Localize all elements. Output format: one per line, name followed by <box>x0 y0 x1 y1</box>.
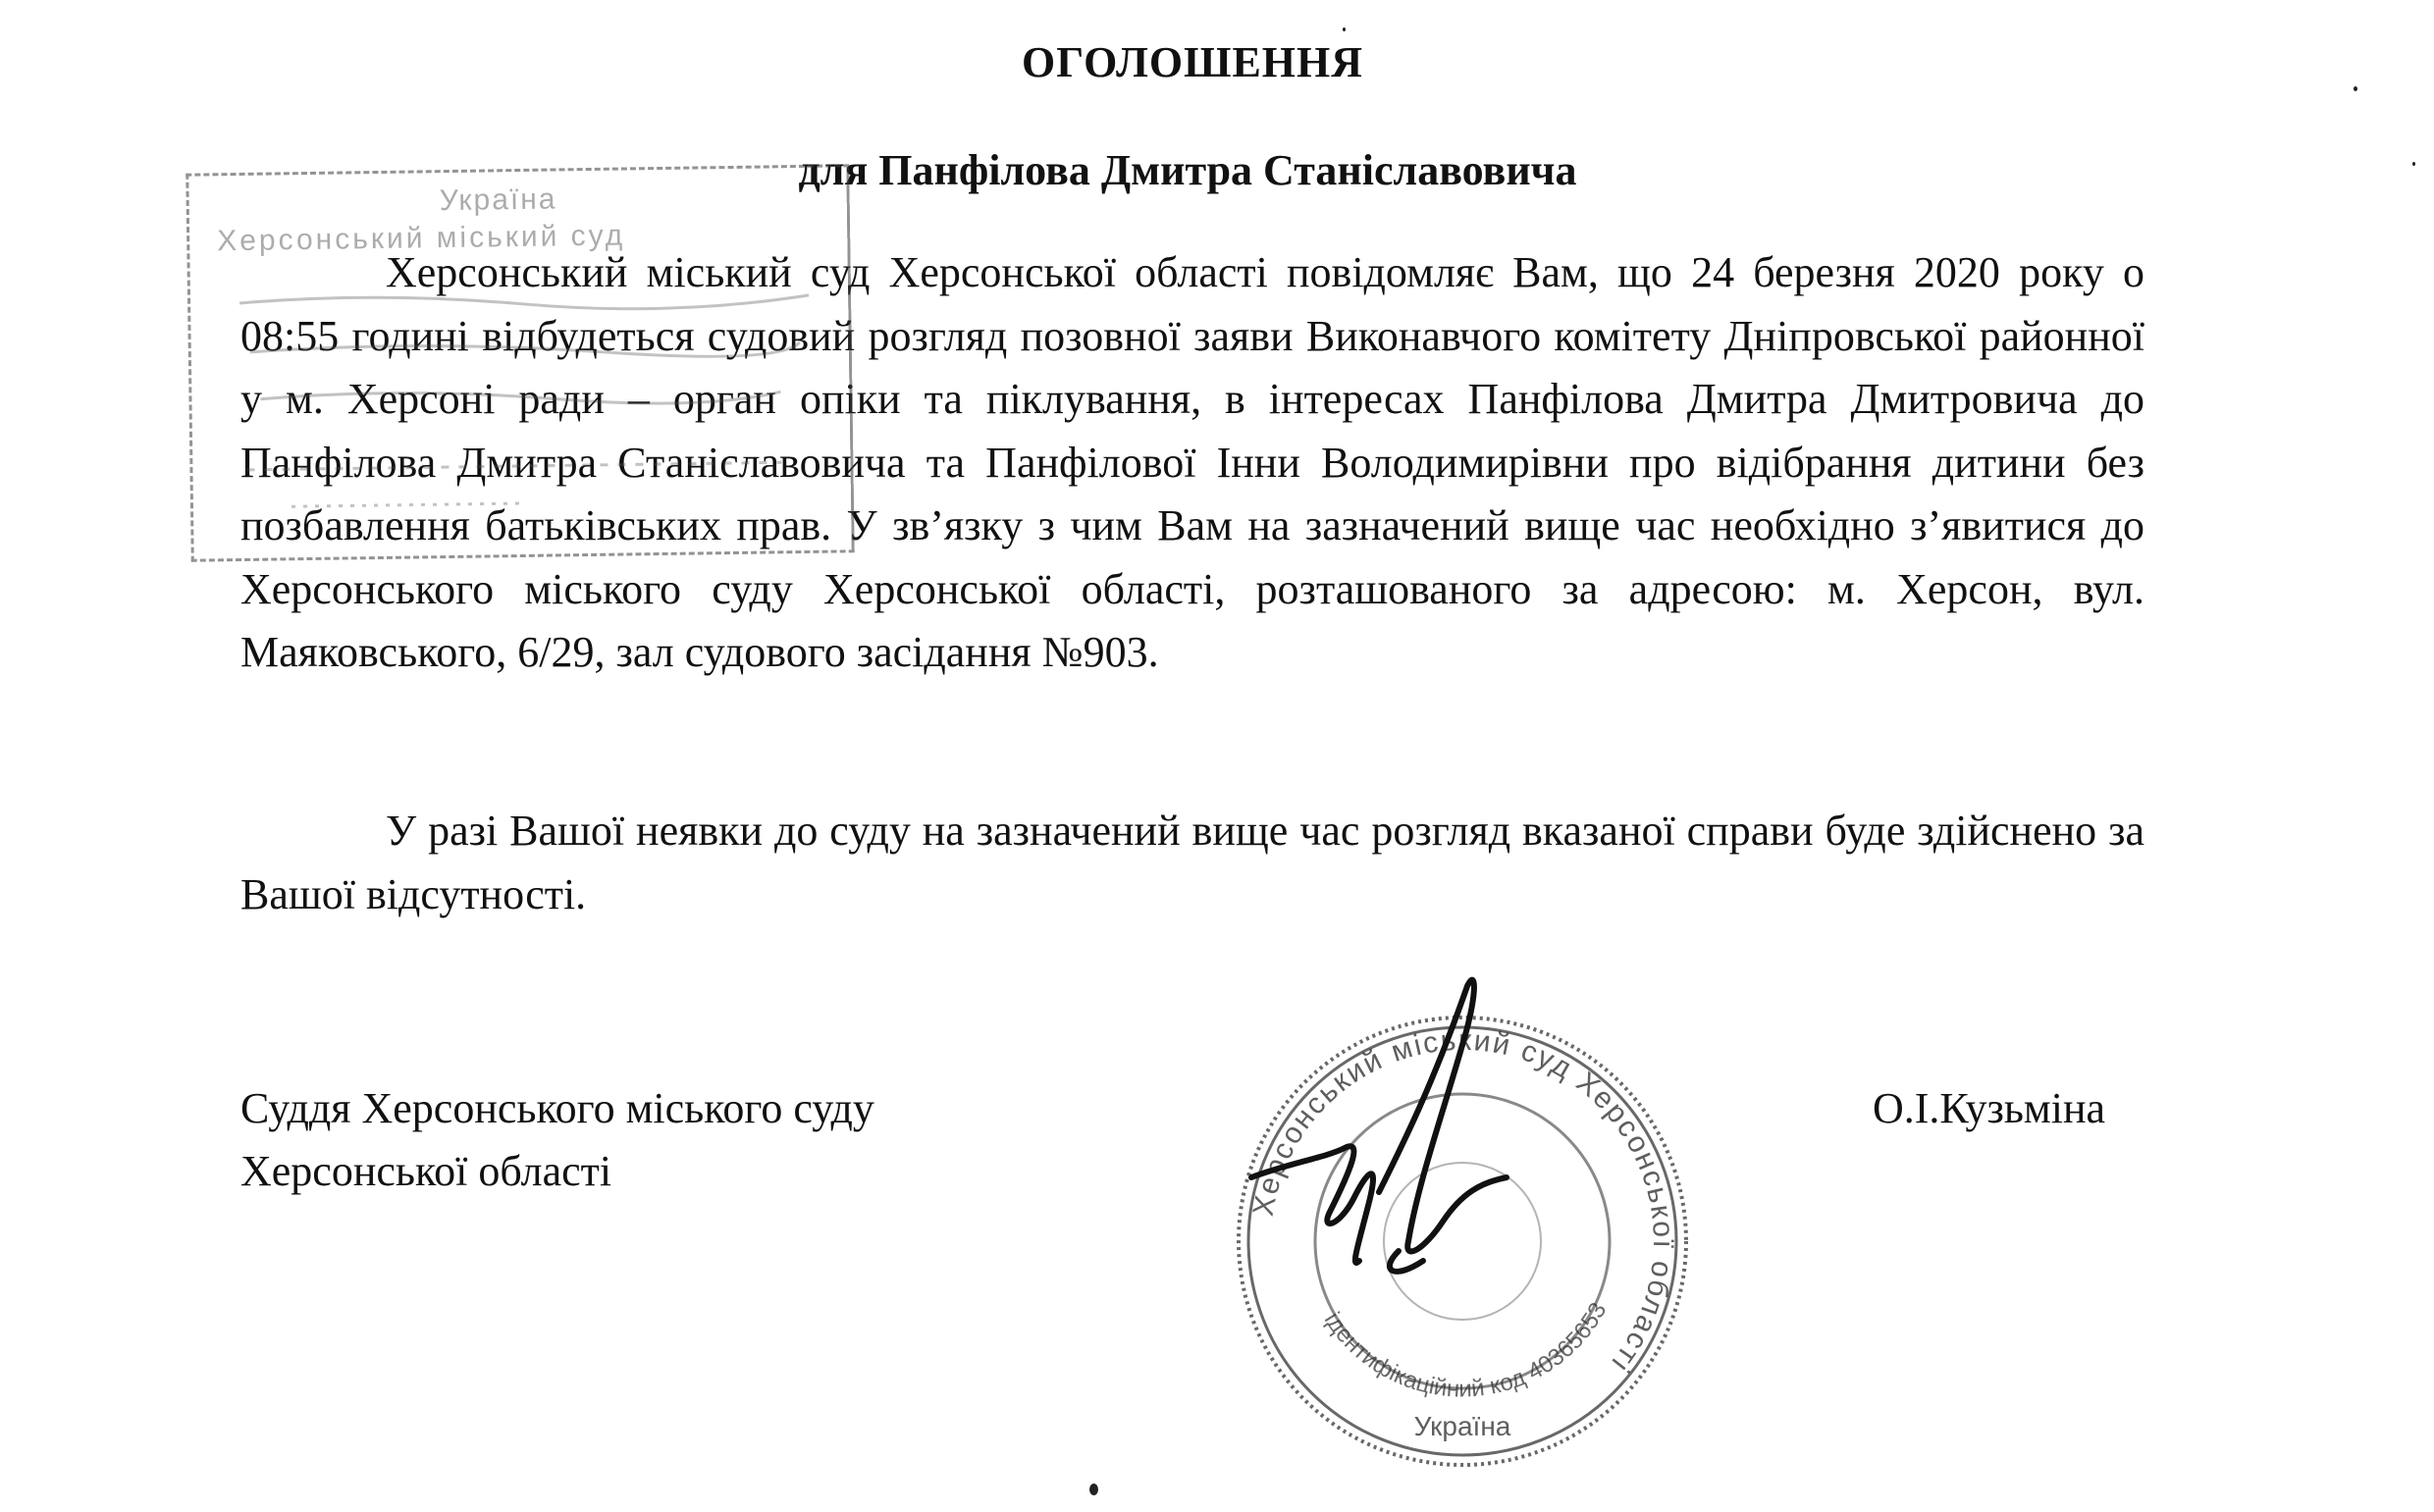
scan-speck <box>2412 162 2415 166</box>
judge-position-line-1: Суддя Херсонського міського суду <box>240 1084 874 1132</box>
svg-text:ідентифікаційний код 40365653 <box>1319 1298 1613 1402</box>
judge-position <box>240 1077 874 1203</box>
judge-name: О.І.Кузьміна <box>1873 1084 2106 1132</box>
document-subtitle: для Панфілова Дмитра Станіславовича <box>798 146 1577 194</box>
seal-bottom-text: Україна <box>1413 1411 1511 1441</box>
body-paragraph-2: У разі Вашої неявки до суду на зазначений вище час розгляд вказаної справи буде здійснено за Вашої відсутності. <box>240 807 2144 918</box>
seal-graphic <box>1232 966 1693 1467</box>
seal-code-text: ідентифікаційний код 40365653 <box>1318 1298 1613 1403</box>
judge-position-line-2: Херсонської області <box>240 1147 612 1195</box>
document-title: ОГОЛОШЕННЯ <box>1021 38 1364 86</box>
scan-speck <box>2354 86 2357 91</box>
official-seal <box>1232 966 1693 1467</box>
seal-outer-text: Херсонський міський суд Херсонської області <box>1246 1023 1680 1380</box>
registration-stamp-line-2: Херсонський міський суд <box>217 219 626 258</box>
registration-stamp-line-1: Україна <box>439 182 557 218</box>
scan-speck <box>1343 27 1346 31</box>
scan-speck <box>1089 1484 1098 1495</box>
body-paragraph-1: Херсонський міський суд Херсонської області повідомляє Вам, що 24 березня 2020 року о 08:55 годині відбудеться судовий розгляд позовної заяви Виконавчого комітету Дніпровської районної у м. Херсоні ради – орган опіки та піклування, в інтересах Панфілова Дмитра Дмитровича до Панфілова Дмитра Станіславовича та Панфілової Інни Володимирівни про відібрання дитини без позбавлення батьківських прав. У зв’язку з чим Вам на зазначений вище час необхідно з’явитися до Херсонського міського суду Херсонської області, розташованого за адресою: м. Херсон, вул. Маяковського, 6/29, зал судового засідання №903. <box>240 248 2144 676</box>
